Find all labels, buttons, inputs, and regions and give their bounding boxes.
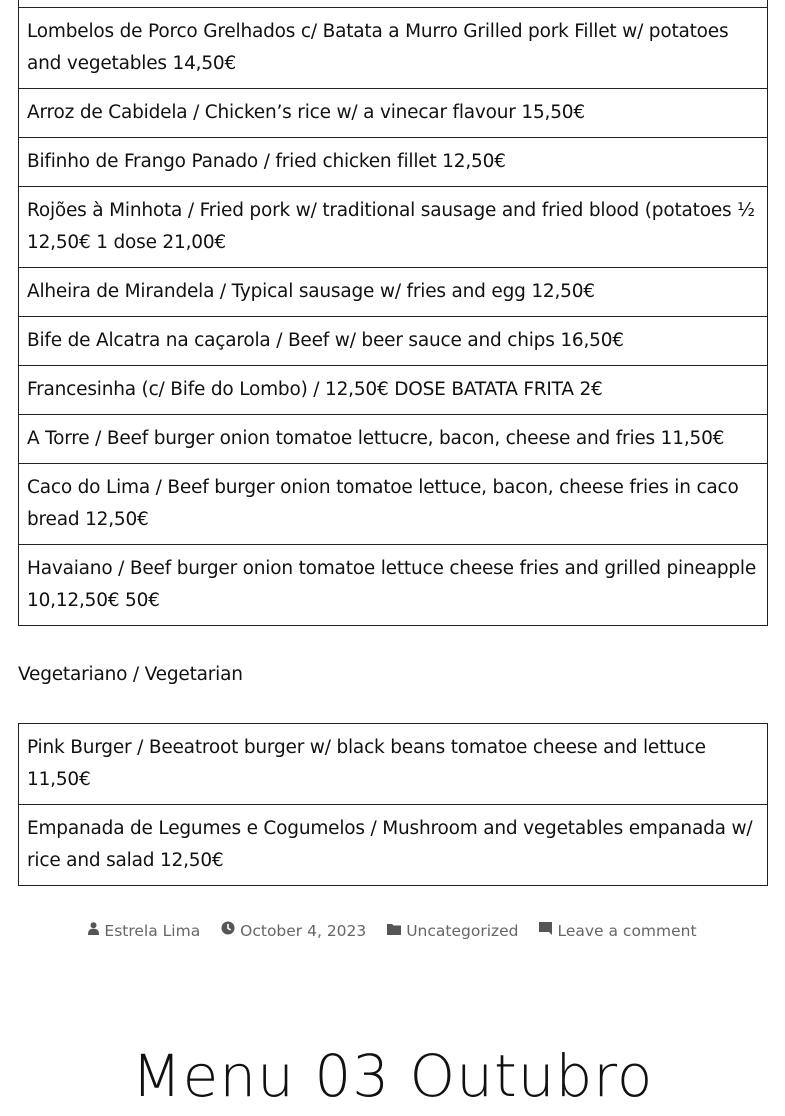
- next-post-title[interactable]: Menu 03 Outubro: [131, 1042, 654, 1110]
- table-row: [19, 138, 768, 187]
- post-category: [387, 914, 518, 948]
- post-content: [18, 0, 768, 886]
- comment-icon: [539, 914, 552, 948]
- table-row: [19, 268, 768, 317]
- table-row: [19, 0, 768, 8]
- menu-item: A Torre / Beef burger onion tomatoe lettucre, bacon, cheese and fries 11,50€: [19, 415, 768, 464]
- menu-item: Caco do Lima / Beef burger onion tomatoe lettuce, bacon, cheese fries in caco bread 12,50€: [19, 464, 768, 545]
- menu-item: Arroz de Cabidela / Chicken’s rice w/ a vinecar flavour 15,50€: [19, 89, 768, 138]
- menu-item: Bifinho de Frango Panado / fried chicken fillet 12,50€: [19, 138, 768, 187]
- table-row: [19, 187, 768, 268]
- post-author: [88, 914, 200, 948]
- table-cell-empty: [19, 0, 768, 8]
- menu-item: Havaiano / Beef burger onion tomatoe lettuce cheese fries and grilled pineapple 10,12,50€ 50€: [19, 545, 768, 626]
- table-row: [19, 8, 768, 89]
- post-comments: [539, 914, 696, 948]
- main-menu-table: [18, 0, 768, 626]
- clock-icon: [221, 914, 235, 948]
- table-row: [19, 805, 768, 886]
- menu-item: Pink Burger / Beeatroot burger w/ black beans tomatoe cheese and lettuce 11,50€: [19, 724, 768, 805]
- vegetarian-menu-table: [18, 723, 768, 886]
- person-icon: [88, 914, 99, 948]
- folder-icon: [387, 914, 401, 948]
- author-link[interactable]: Estrela Lima: [104, 922, 201, 940]
- menu-item: Lombelos de Porco Grelhados c/ Batata a Murro Grilled pork Fillet w/ potatoes and vegetables 14,50€: [19, 8, 768, 89]
- vegetarian-heading: Vegetariano / Vegetarian: [18, 664, 243, 685]
- table-row: [19, 317, 768, 366]
- post-meta: [0, 914, 785, 948]
- date-link[interactable]: October 4, 2023: [240, 922, 367, 940]
- table-row: [19, 89, 768, 138]
- category-link[interactable]: Uncategorized: [406, 922, 519, 940]
- post-date: [221, 914, 366, 948]
- menu-item: Bife de Alcatra na caçarola / Beef w/ beer sauce and chips 16,50€: [19, 317, 768, 366]
- menu-item: Francesinha (c/ Bife do Lombo) / 12,50€ DOSE BATATA FRITA 2€: [19, 366, 768, 415]
- table-row: [19, 724, 768, 805]
- menu-item: Alheira de Mirandela / Typical sausage w/ fries and egg 12,50€: [19, 268, 768, 317]
- table-row: [19, 415, 768, 464]
- leave-comment-link[interactable]: Leave a comment: [557, 922, 697, 940]
- table-row: [19, 464, 768, 545]
- menu-item: Rojões à Minhota / Fried pork w/ traditional sausage and fried blood (potatoes ½ 12,50€ 1 dose 21,00€: [19, 187, 768, 268]
- table-row: [19, 366, 768, 415]
- table-row: [19, 545, 768, 626]
- menu-item: Empanada de Legumes e Cogumelos / Mushroom and vegetables empanada w/ rice and salad 12,50€: [19, 805, 768, 886]
